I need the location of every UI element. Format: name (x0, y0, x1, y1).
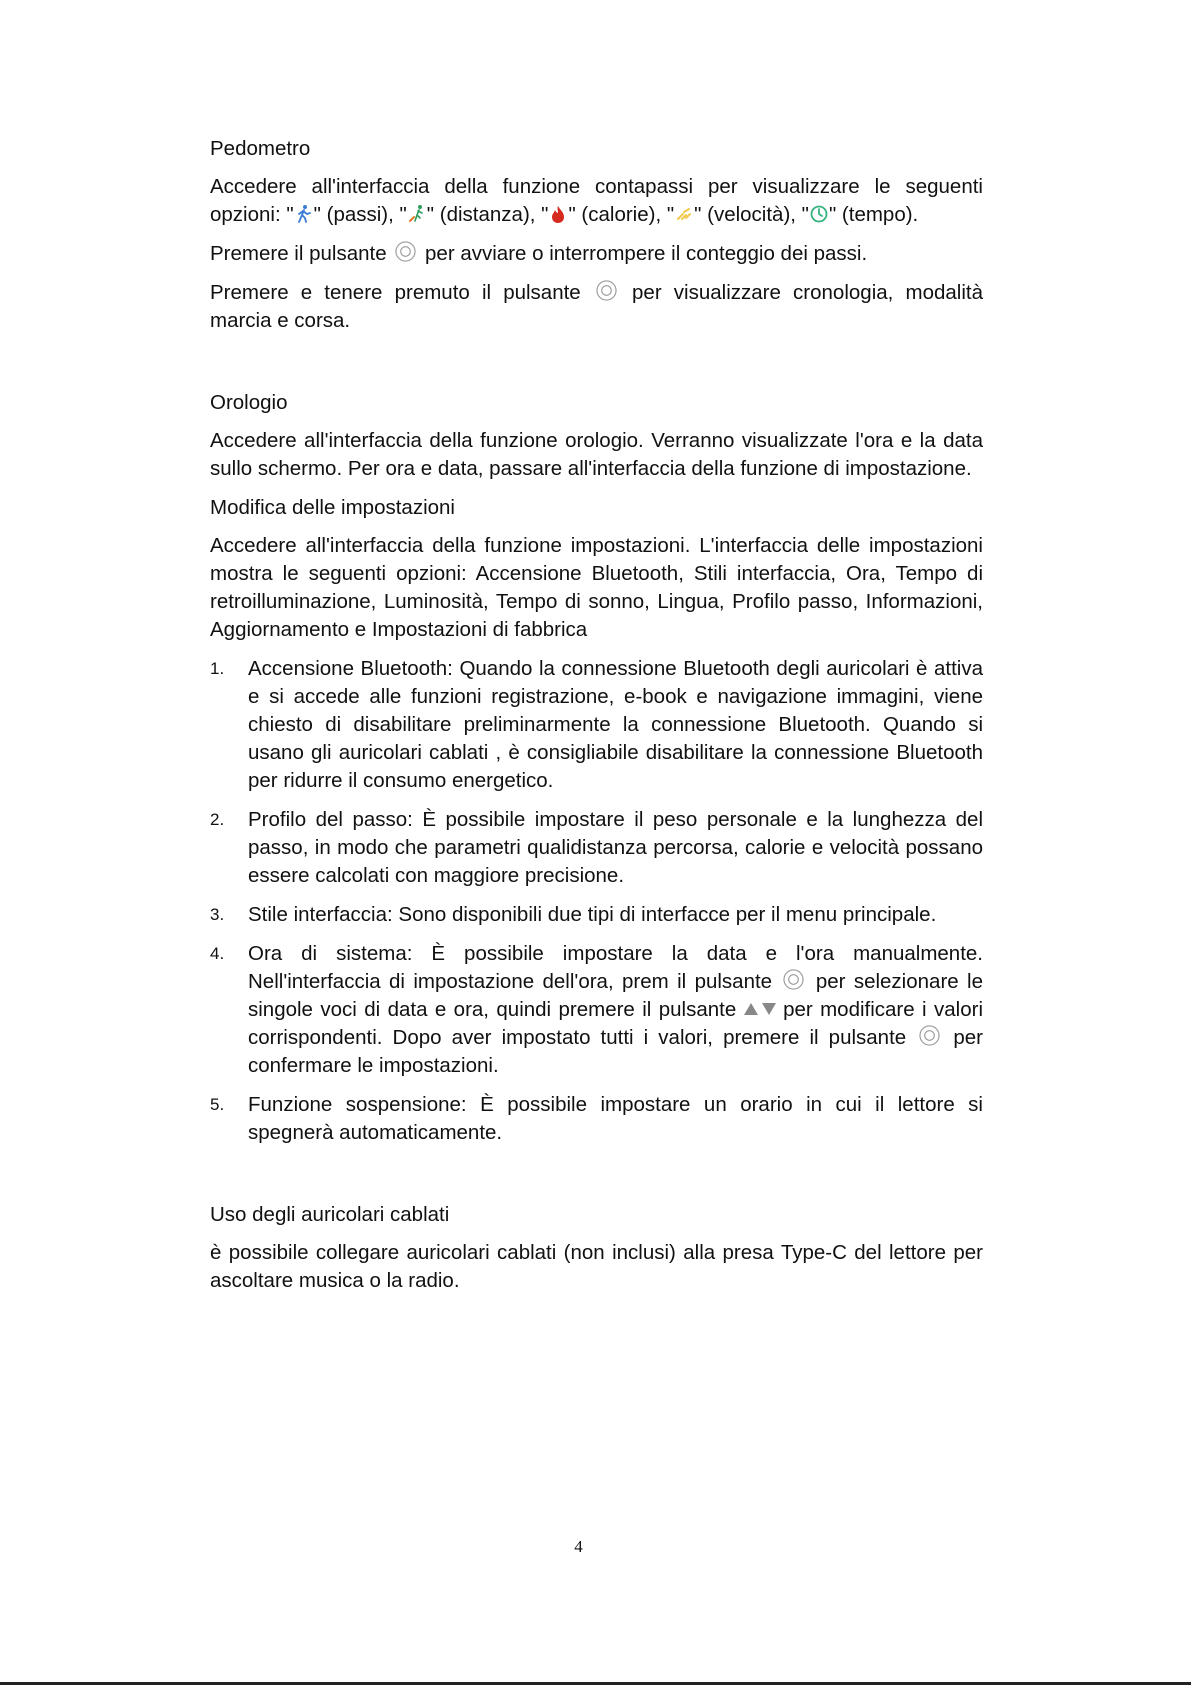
text-fragment: Accedere all'interfaccia della funzione contapassi per visualizzare le seguenti opzioni: " (210, 175, 983, 226)
impostazioni-paragraph-1: Accedere all'interfaccia della funzione impostazioni. L'interfaccia delle impostazioni mostra le seguenti opzioni: Accensione Bluetooth, Stili interfaccia, Ora, Tempo di retroilluminazione, Luminosità, Tempo di sonno, Lingua, Profilo passo, Informazioni, Aggiornamento e Impostazioni di fabbrica (210, 534, 983, 641)
list-item (210, 806, 983, 890)
text-fragment: " (distanza), " (426, 203, 549, 226)
impostazioni-list (210, 655, 983, 1147)
ok-button-icon (395, 241, 416, 262)
list-number: 5. (210, 1095, 225, 1114)
text-fragment: " (calorie), " (568, 203, 675, 226)
list-number: 3. (210, 905, 225, 924)
page-content (210, 135, 983, 1306)
ok-button-icon (919, 1025, 940, 1046)
text-fragment: per visualizzare cronologia, modalità marcia e corsa. (210, 281, 983, 332)
text-fragment: " (tempo). (828, 203, 919, 226)
arrow-up-icon (744, 1003, 758, 1015)
pedometro-paragraph-3 (210, 279, 983, 335)
section-title-auricolari: Uso degli auricolari cablati (210, 1203, 450, 1226)
section-title-pedometro: Pedometro (210, 137, 311, 160)
list-text: per modificare i valori corrispondenti. Dopo aver impostato tutti i valori, premere il pulsante (248, 998, 983, 1049)
list-item (210, 940, 983, 1080)
section-title-impostazioni: Modifica delle impostazioni (210, 496, 455, 519)
list-text: per confermare le impostazioni. (248, 1026, 984, 1077)
text-fragment: per avviare o interrompere il conteggio dei passi. (425, 242, 868, 265)
ok-button-icon (783, 969, 804, 990)
section-title-orologio: Orologio (210, 391, 288, 414)
text-fragment: Premere e tenere premuto il pulsante (210, 281, 581, 304)
list-text: Accensione Bluetooth: Quando la connessione Bluetooth degli auricolari è attiva e si accede alle funzioni registrazione, e-book e navigazione immagini, viene chiesto di disabilitare preliminarmente la connessione Bluetooth. Quando si usano gli auricolari cablati , è consigliabile disabilitare la connessione Bluetooth per ridurre il consumo energetico. (248, 657, 983, 792)
text-fragment: " (velocità), " (694, 203, 809, 226)
list-number: 1. (210, 659, 225, 678)
ok-button-icon (596, 280, 617, 301)
calories-icon (548, 204, 568, 224)
orologio-paragraph-1: Accedere all'interfaccia della funzione orologio. Verranno visualizzate l'ora e la data sullo schermo. Per ora e data, passare all'interfaccia della funzione di impostazione. (210, 429, 983, 480)
list-text: Ora di sistema: È possibile impostare la data e l'ora manualmente. Nell'interfaccia di impostazione dell'ora, prem il pulsante (248, 942, 983, 993)
list-number: 2. (210, 810, 225, 829)
list-number: 4. (210, 944, 225, 963)
auricolari-paragraph-1: è possibile collegare auricolari cablati (non inclusi) alla presa Type-C del lettore per ascoltare musica o la radio. (210, 1241, 983, 1292)
list-text: Funzione sospensione: È possibile impostare un orario in cui il lettore si spegnerà automaticamente. (248, 1093, 983, 1144)
pedometro-paragraph-2 (210, 240, 983, 268)
list-text: Profilo del passo: È possibile impostare il peso personale e la lunghezza del passo, in modo che parametri qualidistanza percorsa, calorie e velocità possano essere calcolati con maggiore precisione. (248, 808, 983, 887)
walker-icon (294, 204, 314, 224)
page-number: 4 (574, 1537, 583, 1556)
clock-icon (809, 204, 829, 224)
spacer (210, 1158, 983, 1201)
list-item (210, 655, 983, 795)
text-fragment: Premere il pulsante (210, 242, 387, 265)
list-text: Stile interfaccia: Sono disponibili due tipi di interfacce per il menu principale. (248, 903, 937, 926)
spacer (210, 346, 983, 389)
pedometro-paragraph-1 (210, 173, 983, 229)
list-item (210, 1091, 983, 1147)
text-fragment: " (passi), " (313, 203, 407, 226)
list-item (210, 901, 983, 929)
speed-icon (674, 204, 694, 224)
list-text: per selezionare le singole voci di data e ora, quindi premere il pulsante (248, 970, 983, 1021)
arrow-down-icon (762, 1003, 776, 1015)
distance-icon (407, 204, 427, 224)
